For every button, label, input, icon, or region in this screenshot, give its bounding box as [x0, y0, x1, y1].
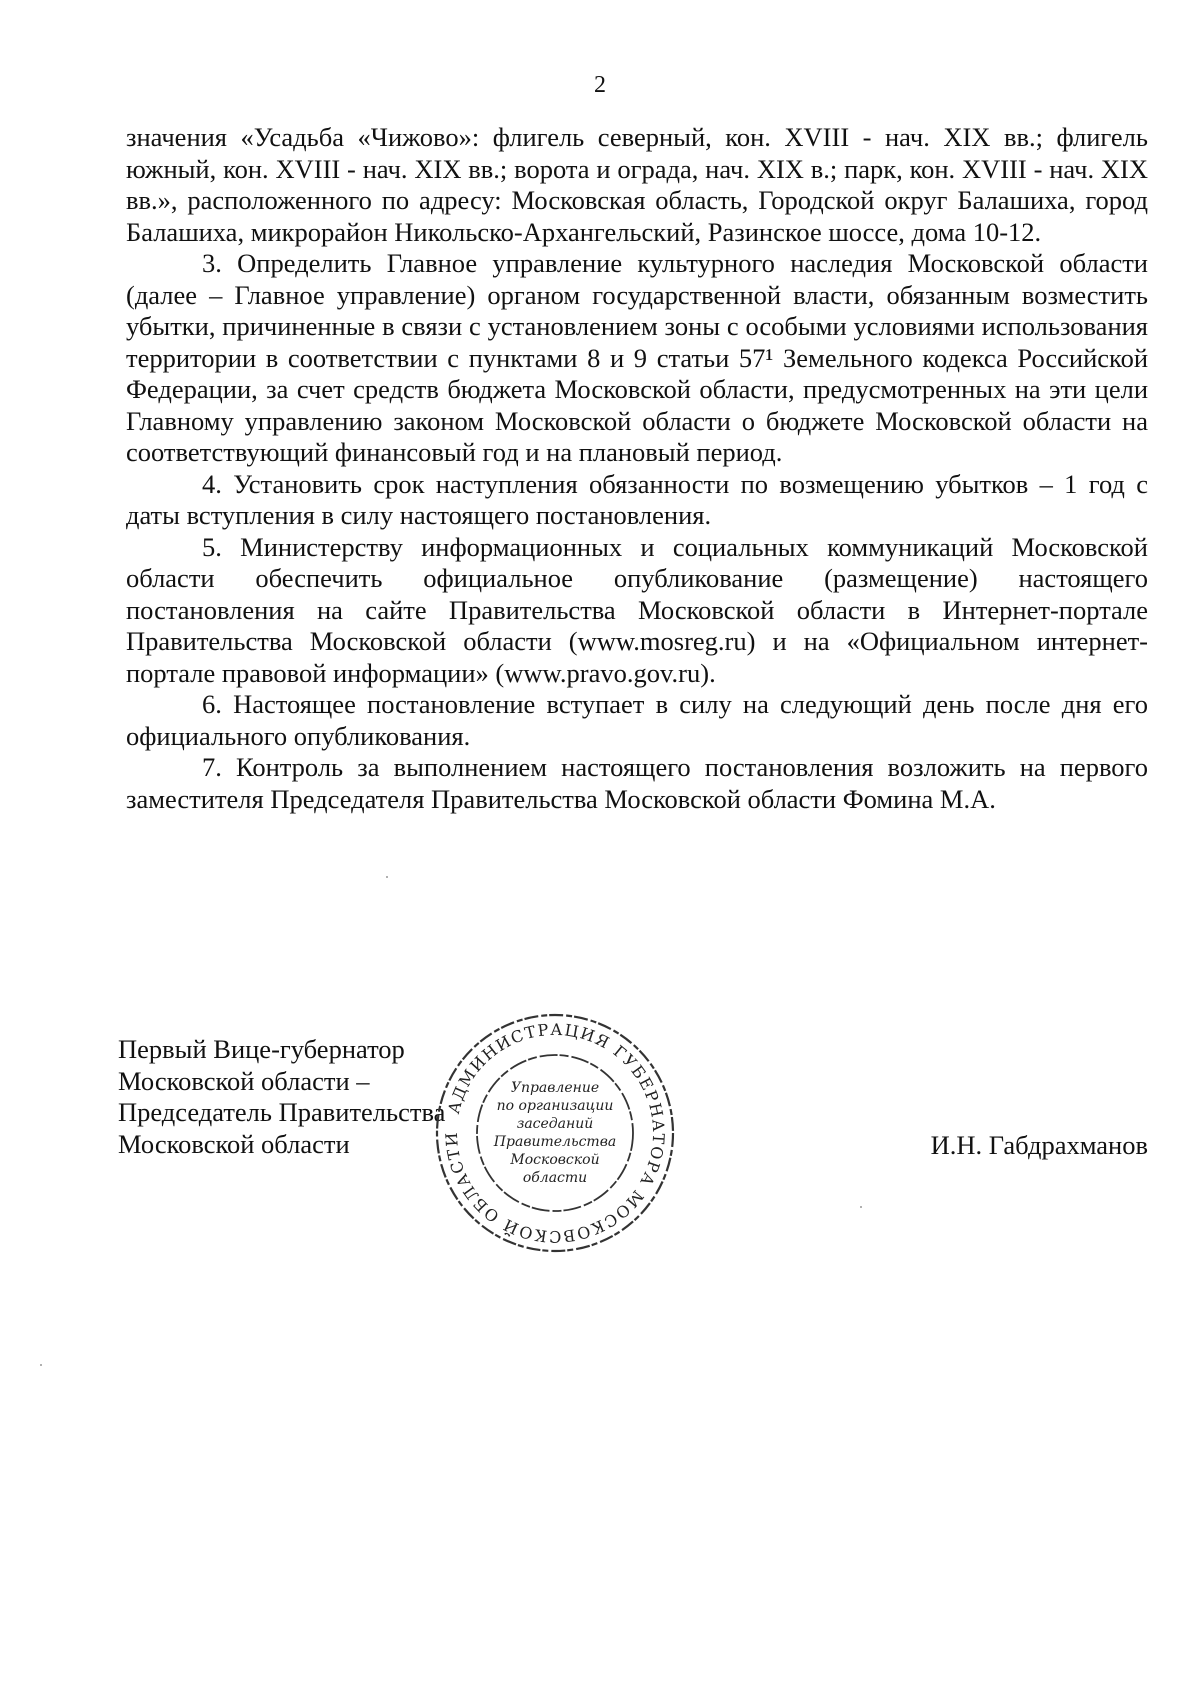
paragraph-item-5: 5. Министерству информационных и социальных коммуникаций Московской области обеспечить официальное опубликование (размещение) настоящего постановления на сайте Правительства Московской области в Интернет-портале Правительства Московской области (www.mosreg.ru) и на «Официальном интернет-портале правовой информации» (www.pravo.gov.ru).	[126, 531, 1148, 688]
seal-inner-line: Правительства	[493, 1134, 617, 1150]
seal-inner-line: Управление	[510, 1080, 600, 1096]
scan-speck	[40, 1364, 42, 1366]
signatory-position-line: Московской области	[118, 1128, 350, 1159]
signatory-position-line: Первый Вице-губернатор	[118, 1034, 405, 1064]
paragraph-item-3: 3. Определить Главное управление культурного наследия Московской области (далее – Главное управление) органом государственной власти, обязанным возместить убытки, причиненные в связи с установлением зоны с особыми условиями использования территории в соответствии с пунктами 8 и 9 статьи 57¹ Земельного кодекса Российской Федерации, за счет средств бюджета Московской области, предусмотренных на эти цели Главному управлению законом Московской области о бюджете Московской области на соответствующий финансовый год и на плановый период.	[126, 248, 1148, 467]
seal-inner-line: по организации	[496, 1098, 614, 1114]
seal-graphic	[432, 1010, 678, 1256]
signatory-position-line: Московской области –	[118, 1065, 370, 1096]
svg-text:АДМИНИСТРАЦИЯ ГУБЕРНАТОРА МОСК	[442, 1020, 668, 1246]
seal-ring-text: АДМИНИСТРАЦИЯ ГУБЕРНАТОРА МОСКОВСКОЙ ОБЛАСТИ	[441, 1019, 669, 1247]
seal-inner-line: Московской	[510, 1152, 600, 1168]
paragraph-continuation: значения «Усадьба «Чижово»: флигель северный, кон. XVIII - нач. XIX вв.; флигель южный, кон. XVIII - нач. XIX вв.; ворота и ограда, нач. XIX в.; парк, кон. XVIII - нач. XIX вв.», расположенного по адресу: Московская область, Городской округ Балашиха, город Балашиха, микрорайон Никольско-Архангельский, Разинское шоссе, дома 10-12.	[126, 122, 1148, 247]
signatory-position	[118, 1034, 445, 1160]
scan-speck	[860, 1206, 862, 1208]
official-seal-stamp	[432, 1010, 678, 1256]
paragraph-item-6: 6. Настоящее постановление вступает в силу на следующий день после дня его официального опубликования.	[126, 689, 1148, 751]
scan-speck	[386, 876, 388, 878]
paragraph-item-7: 7. Контроль за выполнением настоящего постановления возложить на первого заместителя Председателя Правительства Московской области Фомина М.А.	[126, 752, 1148, 814]
seal-inner-line: заседаний	[516, 1116, 594, 1132]
paragraph-item-4: 4. Установить срок наступления обязанности по возмещению убытков – 1 год с даты вступления в силу настоящего постановления.	[126, 468, 1148, 530]
document-body	[126, 122, 1148, 815]
seal-inner-line: области	[522, 1170, 588, 1186]
signatory-name: И.Н. Габдрахманов	[930, 1130, 1148, 1160]
signatory-position-line: Председатель Правительства	[118, 1097, 446, 1127]
page-number: 2	[594, 72, 606, 98]
